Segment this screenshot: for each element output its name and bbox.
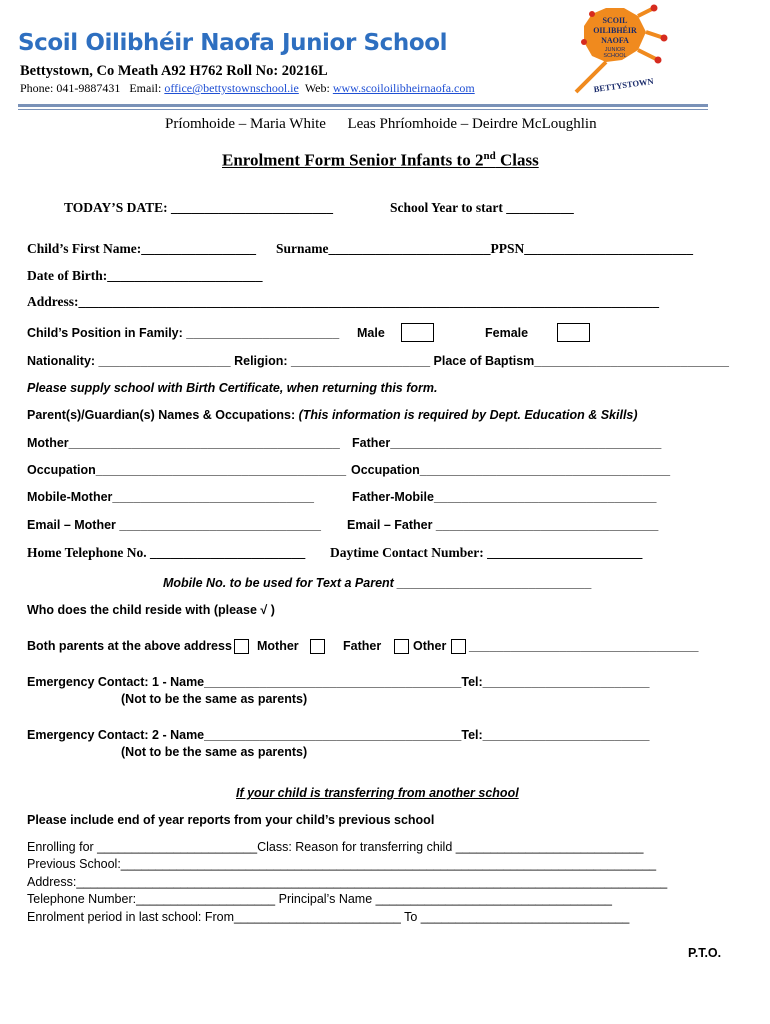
other-option-label: Other <box>413 639 447 653</box>
father-option-label: Father <box>343 639 382 653</box>
reports-note: Please include end of year reports from your child’s previous school <box>27 813 435 827</box>
home-telephone-field[interactable]: Home Telephone No. _______________________ <box>27 545 306 560</box>
mother-option-label: Mother <box>257 639 299 653</box>
nationality-religion-field[interactable]: Nationality: ___________________ Religion: ____________________ Place of Baptism____________________________ <box>27 354 729 368</box>
reside-question: Who does the child reside with (please √ ) <box>27 603 275 617</box>
parents-label: Parent(s)/Guardian(s) Names & Occupations: <box>27 408 296 422</box>
pto-label: P.T.O. <box>688 946 722 960</box>
email-mother-field[interactable]: Email – Mother _____________________________ <box>27 518 321 532</box>
previous-address-field[interactable]: Address:_____________________________________________________________________________________ <box>27 875 668 889</box>
header-rule-thin <box>18 109 708 110</box>
school-name: Scoil Oilibhéir Naofa Junior School <box>18 30 448 56</box>
text-parent-field[interactable]: Mobile No. to be used for Text a Parent ____________________________ <box>163 576 592 590</box>
both-parents-label: Both parents at the above address <box>27 639 232 653</box>
telephone-principal-field[interactable]: Telephone Number:____________________ Principal’s Name __________________________________ <box>27 892 612 906</box>
emergency-contact-2-field[interactable]: Emergency Contact: 2 - Name_____________________________________Tel:________________________ <box>27 728 650 742</box>
mother-field[interactable]: Mother_______________________________________ <box>27 436 340 450</box>
position-field[interactable]: Child’s Position in Family: ______________________ <box>27 326 340 340</box>
logo-line1: SCOIL <box>602 16 628 25</box>
logo-line3: NAOFA <box>601 36 629 45</box>
previous-school-field[interactable]: Previous School:_____________________________________________________________________________ <box>27 857 657 871</box>
logo-place: BETTYSTOWN <box>593 75 655 95</box>
logo-line4: JUNIOR <box>604 47 626 53</box>
deputy-text: Leas Phríomhoide – Deirdre McLoughlin <box>347 116 597 132</box>
emergency-contact-2-note: (Not to be the same as parents) <box>121 745 308 759</box>
school-year-field[interactable]: School Year to start __________ <box>390 200 574 215</box>
mobile-father-field[interactable]: Father-Mobile________________________________ <box>352 490 657 504</box>
title-end: Class <box>495 150 539 170</box>
web-label: Web: <box>304 81 330 95</box>
title-main: Enrolment Form Senior Infants to 2 <box>222 150 484 170</box>
occupation-mother-field[interactable]: Occupation____________________________________ <box>27 463 347 477</box>
first-name-field[interactable]: Child’s First Name:_________________ <box>27 241 256 256</box>
dob-field[interactable]: Date of Birth:_______________________ <box>27 268 263 283</box>
emergency-contact-1-note: (Not to be the same as parents) <box>121 692 308 706</box>
header-rule-thick <box>18 104 708 107</box>
parents-heading <box>27 408 638 422</box>
emergency-contact-1-field[interactable]: Emergency Contact: 1 - Name_____________________________________Tel:________________________ <box>27 675 650 689</box>
male-checkbox[interactable] <box>401 323 434 342</box>
mobile-mother-field[interactable]: Mobile-Mother_____________________________ <box>27 490 315 504</box>
logo-line5: SCHOOL <box>603 53 627 59</box>
enrolment-period-field[interactable]: Enrolment period in last school: From________________________ To ______________________________ <box>27 910 630 924</box>
surname-ppsn-field[interactable]: Surname________________________PPSN_________________________ <box>276 241 694 256</box>
occupation-father-field[interactable]: Occupation____________________________________ <box>351 463 671 477</box>
email-label: Email: <box>129 81 162 95</box>
female-checkbox[interactable] <box>557 323 590 342</box>
email-link[interactable]: office@bettystownschool.ie <box>164 81 299 95</box>
enrolling-for-field[interactable]: Enrolling for _______________________Class: Reason for transferring child ___________________________ <box>27 840 644 854</box>
female-label: Female <box>485 326 529 340</box>
title-sup: nd <box>483 150 496 162</box>
mother-option-checkbox[interactable] <box>310 639 325 654</box>
web-link[interactable]: www.scoiloilibheirnaofa.com <box>332 81 475 95</box>
male-label: Male <box>357 326 385 340</box>
parents-note: (This information is required by Dept. Education & Skills) <box>298 408 638 422</box>
daytime-contact-field[interactable]: Daytime Contact Number: _______________________ <box>330 545 643 560</box>
todays-date-field[interactable]: TODAY’S DATE: ________________________ <box>64 200 334 215</box>
other-option-line[interactable]: _________________________________ <box>469 639 699 653</box>
father-option-checkbox[interactable] <box>394 639 409 654</box>
logo-line2: OILIBHÉIR <box>593 26 637 35</box>
both-parents-checkbox[interactable] <box>234 639 249 654</box>
email-father-field[interactable]: Email – Father ________________________________ <box>347 518 659 532</box>
contact-line <box>20 81 475 96</box>
address-roll: Bettystown, Co Meath A92 H762 Roll No: 20216L <box>20 63 328 79</box>
staff-line <box>165 116 597 133</box>
school-logo <box>562 4 674 96</box>
phone-text: Phone: 041-9887431 <box>20 81 121 95</box>
address-field[interactable]: Address:______________________________________________________________________________________ <box>27 294 660 309</box>
form-title <box>222 150 539 171</box>
other-option-checkbox[interactable] <box>451 639 466 654</box>
transfer-heading: If your child is transferring from another school <box>236 786 519 800</box>
birth-cert-note: Please supply school with Birth Certificate, when returning this form. <box>27 381 438 395</box>
father-field[interactable]: Father_______________________________________ <box>352 436 662 450</box>
principal-text: Príomhoide – Maria White <box>165 116 326 132</box>
